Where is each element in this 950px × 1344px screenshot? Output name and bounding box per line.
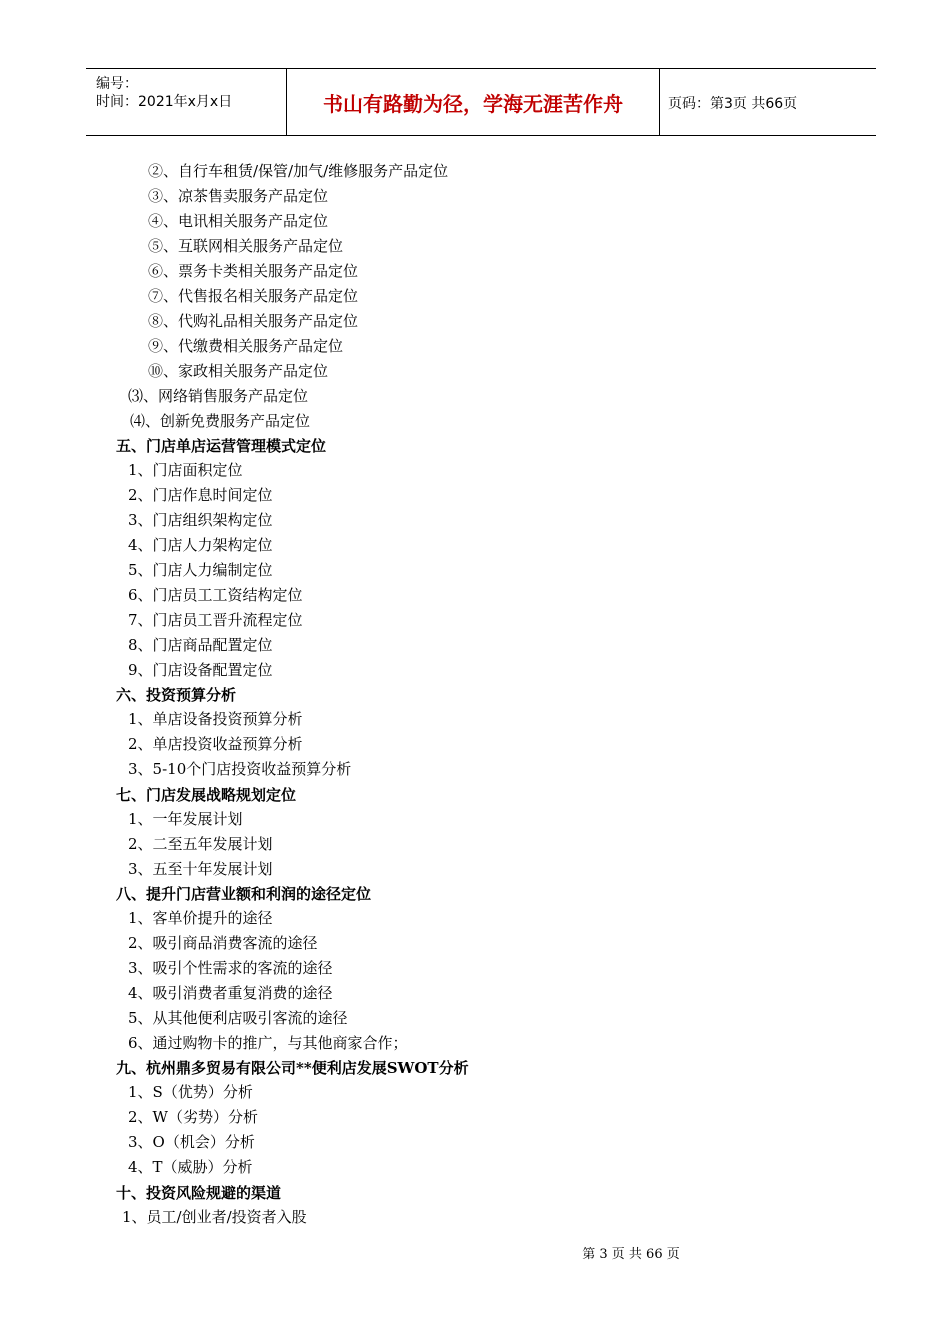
outline-item: 2、二至五年发展计划	[128, 835, 273, 853]
outline-item: ④、电讯相关服务产品定位	[148, 212, 329, 230]
outline-item: ⑨、代缴费相关服务产品定位	[148, 337, 344, 355]
document-number-label: 编号：	[96, 76, 138, 92]
outline-item: 3、5-10个门店投资收益预算分析	[128, 760, 352, 778]
outline-item: 6、通过购物卡的推广，与其他商家合作；	[128, 1034, 408, 1052]
outline-item: ⑥、票务卡类相关服务产品定位	[148, 262, 359, 280]
outline-item: 1、员工/创业者/投资者入股	[122, 1208, 307, 1226]
outline-item: 1、单店设备投资预算分析	[128, 710, 303, 728]
header-page-cell	[660, 69, 876, 135]
page-footer: 第 3 页 共 66 页	[582, 1247, 680, 1262]
document-date: 时间：2021年x月x日	[96, 94, 233, 110]
outline-item: 1、客单价提升的途径	[128, 909, 273, 927]
outline-item: 8、门店商品配置定位	[128, 636, 273, 654]
outline-item: ⑦、代售报名相关服务产品定位	[148, 287, 359, 305]
outline-item: 9、门店设备配置定位	[128, 661, 273, 679]
outline-item: 4、T（威胁）分析	[128, 1158, 253, 1176]
outline-item: 2、吸引商品消费客流的途径	[128, 934, 318, 952]
header-motto-cell	[287, 69, 660, 135]
outline-item: ⑶、网络销售服务产品定位	[128, 387, 309, 405]
outline-item: 1、门店面积定位	[128, 461, 243, 479]
page-header	[86, 68, 876, 136]
outline-item: 4、门店人力架构定位	[128, 536, 273, 554]
outline-item: 7、门店员工晋升流程定位	[128, 611, 303, 629]
outline-item: ②、自行车租赁/保管/加气/维修服务产品定位	[148, 162, 449, 180]
outline-item: 1、S（优势）分析	[128, 1083, 253, 1101]
outline-item: 3、五至十年发展计划	[128, 860, 273, 878]
outline-item: 3、门店组织架构定位	[128, 511, 273, 529]
outline-item: ⑧、代购礼品相关服务产品定位	[148, 312, 359, 330]
header-motto: 书山有路勤为径，学海无涯苦作舟	[323, 92, 623, 116]
outline-item: ⑷、创新免费服务产品定位	[130, 412, 311, 430]
outline-item: 1、一年发展计划	[128, 810, 243, 828]
outline-item: ⑩、家政相关服务产品定位	[148, 362, 329, 380]
outline-item: 5、从其他便利店吸引客流的途径	[128, 1009, 348, 1027]
section-heading: 六、投资预算分析	[116, 686, 237, 704]
outline-item: 3、吸引个性需求的客流的途径	[128, 959, 333, 977]
outline-item: 2、W（劣势）分析	[128, 1108, 258, 1126]
section-heading: 五、门店单店运营管理模式定位	[116, 437, 327, 455]
section-heading: 九、杭州鼎多贸易有限公司**便利店发展SWOT分析	[116, 1059, 469, 1077]
section-heading: 十、投资风险规避的渠道	[116, 1184, 282, 1202]
header-page-info: 页码：第3页 共66页	[668, 96, 798, 112]
outline-item: ⑤、互联网相关服务产品定位	[148, 237, 344, 255]
section-heading: 七、门店发展战略规划定位	[116, 786, 297, 804]
section-heading: 八、提升门店营业额和利润的途径定位	[116, 885, 372, 903]
outline-item: 5、门店人力编制定位	[128, 561, 273, 579]
outline-item: 2、门店作息时间定位	[128, 486, 273, 504]
outline-item: 6、门店员工工资结构定位	[128, 586, 303, 604]
outline-item: 4、吸引消费者重复消费的途径	[128, 984, 333, 1002]
header-info-cell	[86, 69, 287, 135]
outline-item: 3、O（机会）分析	[128, 1133, 255, 1151]
outline-item: ③、凉茶售卖服务产品定位	[148, 187, 329, 205]
outline-item: 2、单店投资收益预算分析	[128, 735, 303, 753]
